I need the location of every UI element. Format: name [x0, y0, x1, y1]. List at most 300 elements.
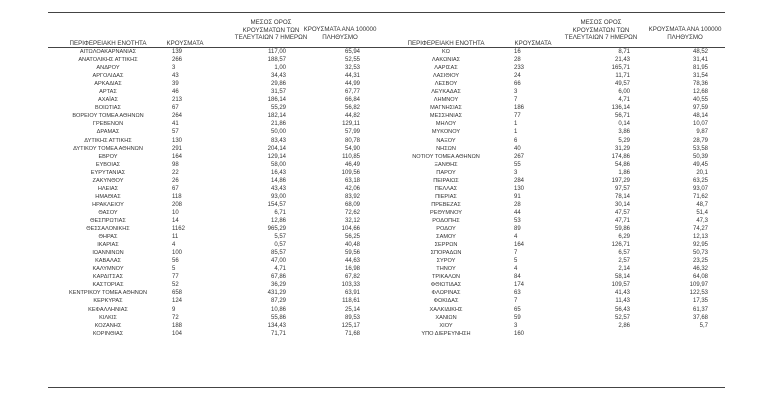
region-name-cell: ΘΗΡΑΣ — [98, 234, 118, 241]
per-100k-cell: 40,48 — [344, 242, 360, 249]
average-cell: 50,00 — [270, 129, 286, 136]
average-cell: 204,14 — [267, 145, 286, 152]
per-100k-cell: 63,25 — [692, 177, 708, 184]
cases-cell: 7 — [514, 298, 518, 305]
region-name-cell: ΛΑΡΙΣΑΣ — [434, 65, 458, 72]
average-cell: 1,86 — [618, 169, 630, 176]
per-100k-cell: 37,68 — [692, 314, 708, 321]
cases-cell: 28 — [514, 57, 521, 64]
cases-cell: 91 — [514, 193, 521, 200]
per-100k-cell: 109,56 — [341, 169, 360, 176]
per-100k-cell: 71,68 — [344, 330, 360, 337]
per-100k-cell: 65,94 — [344, 49, 360, 55]
average-cell: 11,43 — [615, 298, 630, 305]
cases-cell: 233 — [514, 65, 525, 72]
average-cell: 14,86 — [270, 177, 286, 184]
region-name-cell: ΤΗΝΟΥ — [436, 266, 456, 273]
per-100k-cell: 49,45 — [692, 161, 708, 168]
region-name-cell: ΝΟΤΙΟΥ ΤΟΜΕΑ ΑΘΗΝΩΝ — [412, 153, 480, 160]
region-name-cell: ΓΡΕΒΕΝΩΝ — [92, 121, 124, 128]
average-cell: 49,57 — [614, 81, 630, 88]
cases-cell: 130 — [172, 137, 183, 144]
average-cell: 30,14 — [614, 201, 630, 208]
average-cell: 4,71 — [274, 266, 286, 273]
cases-cell: 3 — [514, 169, 518, 176]
average-cell: 0,57 — [274, 242, 286, 249]
region-name-cell: ΕΥΡΥΤΑΝΙΑΣ — [90, 169, 126, 176]
region-name-cell: ΚΑΛΥΜΝΟΥ — [92, 266, 124, 273]
per-100k-cell: 48,52 — [692, 49, 708, 55]
per-100k-cell: 71,62 — [692, 193, 708, 200]
average-cell: 188,57 — [267, 57, 286, 64]
region-name-cell: ΘΑΣΟΥ — [98, 209, 118, 216]
cases-cell: 66 — [514, 81, 521, 88]
cases-cell: 164 — [514, 242, 525, 249]
cases-cell: 284 — [514, 177, 525, 184]
right-average-column — [570, 48, 630, 338]
region-name-cell: ΛΗΜΝΟΥ — [433, 97, 459, 104]
region-name-cell: ΝΗΣΩΝ — [436, 145, 456, 152]
cases-cell: 53 — [514, 217, 521, 224]
left-average-column — [226, 48, 286, 338]
per-100k-cell: 5,7 — [699, 322, 708, 329]
region-name-cell: ΑΡΓΟΛΙΔΑΣ — [92, 73, 124, 80]
average-cell: 83,43 — [270, 137, 286, 144]
left-header-per-100k: ΚΡΟΥΣΜΑΤΑ ΑΝΑ 100000 ΠΛΗΘΥΣΜΟ — [303, 26, 377, 41]
region-name-cell: ΛΑΣΙΘΙΟΥ — [432, 73, 460, 80]
cases-cell: 55 — [514, 161, 521, 168]
region-name-cell: ΣΕΡΡΩΝ — [434, 242, 458, 249]
average-cell: 47,71 — [614, 217, 630, 224]
per-100k-cell: 17,35 — [692, 298, 708, 305]
region-name-cell: ΦΘΙΩΤΙΔΑΣ — [430, 282, 462, 289]
average-cell: 134,43 — [267, 322, 286, 329]
right-header-per-100k: ΚΡΟΥΣΜΑΤΑ ΑΝΑ 100000 ΠΛΗΘΥΣΜΟ — [648, 26, 722, 41]
per-100k-cell: 12,68 — [692, 89, 708, 96]
right-header-region: ΠΕΡΙΦΕΡΕΙΑΚΗ ΕΝΟΤΗΤΑ — [407, 40, 485, 47]
average-cell: 117,00 — [268, 49, 286, 55]
cases-cell: 44 — [514, 209, 521, 216]
average-cell: 5,29 — [618, 137, 630, 144]
cases-cell: 1 — [514, 121, 518, 128]
cases-cell: 7 — [514, 97, 518, 104]
cases-cell: 186 — [514, 105, 525, 112]
cases-cell: 130 — [514, 185, 525, 192]
region-name-cell: ΚΟΡΙΝΘΙΑΣ — [92, 330, 124, 337]
right-per-100k-column — [650, 48, 708, 338]
per-100k-cell — [650, 330, 708, 338]
average-cell: 56,71 — [614, 113, 630, 120]
per-100k-cell: 56,25 — [344, 234, 360, 241]
right-header-average: ΜΕΣΟΣ ΟΡΟΣ ΚΡΟΥΣΜΑΤΩΝ ΤΩΝ ΤΕΛΕΥΤΑΙΩΝ 7 ΗΜΕΡΩΝ — [564, 19, 638, 41]
cases-cell: 72 — [172, 314, 179, 321]
average-cell: 174,86 — [611, 153, 630, 160]
cases-cell: 264 — [172, 113, 183, 120]
average-cell: 2,14 — [618, 266, 630, 273]
per-100k-cell: 78,36 — [692, 81, 708, 88]
per-100k-cell: 25,14 — [344, 306, 360, 313]
cases-cell: 266 — [172, 57, 183, 64]
per-100k-cell: 32,53 — [344, 65, 360, 72]
cases-cell: 39 — [172, 81, 179, 88]
average-cell: 36,29 — [270, 282, 286, 289]
average-cell: 41,43 — [614, 290, 630, 297]
per-100k-cell: 125,17 — [341, 322, 360, 329]
region-name-cell: ΣΠΟΡΑΔΩΝ — [430, 250, 462, 257]
average-cell: 2,57 — [618, 258, 630, 265]
cases-cell: 118 — [172, 193, 182, 200]
per-100k-cell: 52,55 — [344, 57, 360, 64]
region-name-cell: ΜΗΛΟΥ — [435, 121, 457, 128]
region-name-cell: ΠΕΙΡΑΙΩΣ — [433, 177, 459, 184]
cases-cell: 6 — [514, 137, 518, 144]
average-cell: 2,86 — [618, 322, 630, 329]
per-100k-cell: 23,25 — [692, 258, 708, 265]
left-region-column — [48, 48, 168, 338]
per-100k-cell: 44,82 — [344, 113, 360, 120]
average-cell: 6,57 — [618, 250, 630, 257]
cases-cell: 26 — [172, 177, 179, 184]
cases-cell: 98 — [172, 161, 179, 168]
cases-cell: 1 — [514, 129, 518, 136]
region-name-cell: ΤΡΙΚΑΛΩΝ — [431, 274, 461, 281]
cases-cell: 40 — [514, 145, 521, 152]
per-100k-cell: 46,49 — [344, 161, 360, 168]
per-100k-cell: 47,3 — [696, 217, 708, 224]
average-cell: 47,00 — [270, 258, 286, 265]
cases-cell: 63 — [514, 290, 521, 297]
average-cell: 97,57 — [614, 185, 630, 192]
cases-cell: 4 — [514, 266, 518, 273]
region-name-cell: ΡΕΘΥΜΝΟΥ — [430, 209, 462, 216]
per-100k-cell: 40,55 — [692, 97, 708, 104]
per-100k-cell: 9,87 — [696, 129, 708, 136]
region-name-cell: ΔΥΤΙΚΟΥ ΤΟΜΕΑ ΑΘΗΝΩΝ — [73, 145, 143, 152]
cases-cell: 174 — [514, 282, 525, 289]
per-100k-cell: 12,13 — [692, 234, 708, 241]
average-cell: 182,14 — [267, 113, 286, 120]
region-name-cell: ΚΑΒΑΛΑΣ — [95, 258, 121, 265]
region-name-cell: ΕΒΡΟΥ — [98, 153, 118, 160]
cases-cell: 14 — [172, 217, 179, 224]
average-cell: 11,71 — [615, 73, 630, 80]
region-name-cell: ΘΕΣΣΑΛΟΝΙΚΗΣ — [86, 226, 130, 233]
average-cell: 6,00 — [618, 89, 630, 96]
cases-cell: 16 — [514, 49, 521, 55]
cases-cell: 22 — [172, 169, 179, 176]
per-100k-cell: 10,07 — [692, 121, 708, 128]
region-name-cell: ΚΑΡΔΙΤΣΑΣ — [92, 274, 124, 281]
average-cell: 52,57 — [614, 314, 630, 321]
top-rule — [48, 12, 725, 13]
average-cell: 87,29 — [270, 298, 286, 305]
region-name-cell: ΡΟΔΟΥ — [436, 226, 456, 233]
region-name-cell: ΑΧΑΪΑΣ — [98, 97, 118, 104]
region-name-cell: ΣΑΜΟΥ — [436, 234, 456, 241]
per-100k-cell: 63,91 — [344, 290, 360, 297]
left-per-100k-column — [300, 48, 360, 338]
cases-cell: 67 — [172, 105, 179, 112]
per-100k-cell: 118,61 — [342, 298, 360, 305]
region-name-cell: ΚΑΣΤΟΡΙΑΣ — [92, 282, 124, 289]
cases-cell: 208 — [172, 201, 183, 208]
average-cell: 129,14 — [267, 153, 286, 160]
cases-cell: 5 — [514, 258, 518, 265]
cases-cell: 213 — [172, 97, 183, 104]
region-name-cell: ΚΟΖΑΝΗΣ — [94, 322, 122, 329]
region-name-cell: ΛΕΥΚΑΔΑΣ — [431, 89, 461, 96]
average-cell: 965,29 — [267, 226, 286, 233]
cases-cell: 28 — [514, 201, 521, 208]
cases-cell: 84 — [514, 274, 521, 281]
region-name-cell: ΣΥΡΟΥ — [436, 258, 456, 265]
per-100k-cell: 51,4 — [696, 209, 708, 216]
cases-cell: 43 — [172, 73, 179, 80]
region-name-cell: ΞΑΝΘΗΣ — [434, 161, 458, 168]
region-name-cell: ΛΑΚΩΝΙΑΣ — [431, 57, 461, 64]
cases-cell: 57 — [172, 129, 179, 136]
per-100k-cell: 66,84 — [344, 97, 360, 104]
region-name-cell: ΔΥΤΙΚΗΣ ΑΤΤΙΚΗΣ — [84, 137, 132, 144]
per-100k-cell: 59,56 — [344, 250, 360, 257]
per-100k-cell: 97,59 — [692, 105, 708, 112]
per-100k-cell: 80,78 — [344, 137, 360, 144]
cases-cell: 89 — [514, 226, 521, 233]
cases-cell: 77 — [172, 274, 179, 281]
per-100k-cell: 104,66 — [341, 226, 360, 233]
per-100k-cell: 83,92 — [344, 193, 360, 200]
average-cell — [570, 330, 630, 338]
average-cell: 93,00 — [270, 193, 286, 200]
region-name-cell: ΧΑΝΙΩΝ — [435, 314, 457, 321]
average-cell: 47,57 — [614, 209, 630, 216]
average-cell: 5,57 — [274, 234, 286, 241]
region-name-cell: ΦΩΚΙΔΑΣ — [433, 298, 459, 305]
region-name-cell: ΕΥΒΟΙΑΣ — [95, 161, 121, 168]
region-name-cell: ΘΕΣΠΡΩΤΙΑΣ — [90, 217, 126, 224]
average-cell: 31,57 — [270, 89, 286, 96]
region-name-cell: ΑΝΔΡΟΥ — [96, 65, 120, 72]
per-100k-cell: 32,12 — [344, 217, 360, 224]
per-100k-cell: 81,95 — [692, 65, 708, 72]
region-name-cell: ΖΑΚΥΝΘΟΥ — [92, 177, 124, 184]
cases-cell: 3 — [514, 322, 518, 329]
average-cell: 154,57 — [267, 201, 286, 208]
per-100k-cell: 48,7 — [696, 201, 708, 208]
region-name-cell: ΠΡΕΒΕΖΑΣ — [431, 201, 461, 208]
average-cell: 16,43 — [270, 169, 286, 176]
average-cell: 56,43 — [614, 306, 630, 313]
per-100k-cell: 103,33 — [341, 282, 360, 289]
region-name-cell: ΠΕΛΛΑΣ — [434, 185, 458, 192]
right-region-column — [386, 48, 506, 338]
per-100k-cell: 61,37 — [692, 306, 708, 313]
region-name-cell: ΜΕΣΣΗΝΙΑΣ — [429, 113, 463, 120]
per-100k-cell: 54,90 — [344, 145, 360, 152]
average-cell: 109,57 — [611, 282, 630, 289]
per-100k-cell: 50,73 — [692, 250, 708, 257]
region-name-cell: ΚΙΛΚΙΣ — [99, 314, 117, 321]
per-100k-cell: 68,09 — [344, 201, 360, 208]
per-100k-cell: 109,97 — [689, 282, 708, 289]
per-100k-cell: 63,18 — [344, 177, 360, 184]
average-cell: 78,14 — [614, 193, 630, 200]
per-100k-cell: 67,82 — [344, 274, 360, 281]
per-100k-cell: 122,53 — [689, 290, 708, 297]
per-100k-cell: 20,1 — [696, 169, 708, 176]
region-name-cell: ΒΟΙΩΤΙΑΣ — [95, 105, 121, 112]
cases-cell: 65 — [514, 306, 521, 313]
cases-cell: 658 — [172, 290, 183, 297]
region-name-cell: ΗΛΕΙΑΣ — [97, 185, 119, 192]
average-cell: 136,14 — [611, 105, 630, 112]
cases-cell: 10 — [172, 209, 179, 216]
cases-cell: 3 — [172, 65, 176, 72]
cases-cell: 1162 — [172, 226, 185, 233]
cases-cell: 267 — [514, 153, 525, 160]
average-cell: 165,71 — [611, 65, 630, 72]
cases-cell: 188 — [172, 322, 183, 329]
average-cell: 186,14 — [267, 97, 286, 104]
cases-cell: 4 — [172, 242, 176, 249]
per-100k-cell: 31,54 — [692, 73, 708, 80]
per-100k-cell: 57,99 — [344, 129, 360, 136]
cases-cell: 124 — [172, 298, 183, 305]
per-100k-cell: 67,77 — [344, 89, 360, 96]
per-100k-cell: 50,39 — [692, 153, 708, 160]
cases-cell: 4 — [514, 234, 518, 241]
average-cell: 6,71 — [274, 209, 286, 216]
region-name-cell: ΛΕΣΒΟΥ — [434, 81, 458, 88]
per-100k-cell: 44,99 — [344, 81, 360, 88]
cases-cell: 139 — [172, 49, 183, 55]
region-name-cell: ΑΙΤΩΛΟΑΚΑΡΝΑΝΙΑΣ — [79, 49, 137, 55]
average-cell: 126,71 — [611, 242, 630, 249]
region-name-cell: ΔΡΑΜΑΣ — [96, 129, 120, 136]
average-cell: 55,29 — [270, 105, 286, 112]
average-cell: 67,86 — [270, 274, 286, 281]
region-name-cell: ΥΠΟ ΔΙΕΡΕΥΝΗΣΗ — [421, 330, 471, 337]
region-name-cell: ΚΕΦΑΛΛΗΝΙΑΣ — [88, 306, 128, 313]
average-cell: 21,43 — [614, 57, 630, 64]
left-header-region: ΠΕΡΙΦΕΡΕΙΑΚΗ ΕΝΟΤΗΤΑ — [69, 40, 147, 47]
region-name-cell: ΙΚΑΡΙΑΣ — [97, 242, 119, 249]
region-name-cell: ΦΛΩΡΙΝΑΣ — [431, 290, 461, 297]
per-100k-cell: 56,82 — [344, 105, 360, 112]
cases-cell: 164 — [172, 153, 183, 160]
per-100k-cell: 92,95 — [692, 242, 708, 249]
average-cell: 71,71 — [270, 330, 286, 337]
region-name-cell: ΠΙΕΡΙΑΣ — [435, 193, 457, 200]
average-cell: 197,29 — [611, 177, 630, 184]
per-100k-cell: 31,41 — [692, 57, 708, 64]
average-cell: 85,57 — [270, 250, 286, 257]
per-100k-cell: 28,79 — [692, 137, 708, 144]
cases-cell: 11 — [172, 234, 179, 241]
cases-cell: 3 — [514, 89, 518, 96]
per-100k-cell: 44,31 — [344, 73, 360, 80]
average-cell: 34,43 — [270, 73, 286, 80]
right-cases-column — [508, 48, 554, 338]
region-name-cell: ΡΟΔΟΠΗΣ — [432, 217, 460, 224]
region-name-cell: ΒΟΡΕΙΟΥ ΤΟΜΕΑ ΑΘΗΝΩΝ — [72, 113, 144, 120]
average-cell: 431,29 — [267, 290, 286, 297]
region-name-cell: ΚΕΝΤΡΙΚΟΥ ΤΟΜΕΑ ΑΘΗΝΩΝ — [68, 290, 147, 297]
region-name-cell: ΚΕΡΚΥΡΑΣ — [93, 298, 123, 305]
cases-cell: 24 — [514, 73, 521, 80]
cases-cell: 291 — [172, 145, 183, 152]
average-cell: 8,71 — [618, 49, 630, 55]
cases-cell: 59 — [514, 314, 521, 321]
cases-cell: 9 — [172, 306, 176, 313]
average-cell: 58,14 — [614, 274, 630, 281]
right-header-cases: ΚΡΟΥΣΜΑΤΑ — [514, 40, 552, 47]
average-cell: 6,29 — [618, 234, 630, 241]
average-cell: 31,29 — [614, 145, 630, 152]
cases-cell: 77 — [514, 113, 521, 120]
per-100k-cell: 93,07 — [692, 185, 708, 192]
region-name-cell: ΑΡΚΑΔΙΑΣ — [94, 81, 122, 88]
cases-cell: 41 — [172, 121, 179, 128]
average-cell: 58,00 — [270, 161, 286, 168]
average-cell: 55,86 — [270, 314, 286, 321]
left-cases-column — [162, 48, 214, 338]
bottom-rule — [48, 387, 725, 388]
per-100k-cell: 72,62 — [344, 209, 360, 216]
cases-cell: 46 — [172, 89, 179, 96]
average-cell: 10,86 — [270, 306, 286, 313]
per-100k-cell: 48,14 — [692, 113, 708, 120]
per-100k-cell: 74,27 — [692, 226, 708, 233]
average-cell: 43,43 — [270, 185, 286, 192]
cases-cell: 7 — [514, 250, 518, 257]
region-name-cell: ΝΑΞΟΥ — [436, 137, 456, 144]
cases-cell: 104 — [172, 330, 183, 337]
per-100k-cell: 129,11 — [342, 121, 360, 128]
cases-cell: 5 — [172, 266, 176, 273]
region-name-cell: ΜΑΓΝΗΣΙΑΣ — [430, 105, 462, 112]
average-cell: 21,86 — [270, 121, 286, 128]
cases-cell: 56 — [172, 258, 179, 265]
region-name-cell: ΧΑΛΚΙΔΙΚΗΣ — [429, 306, 463, 313]
region-name-cell: ΜΥΚΟΝΟΥ — [431, 129, 461, 136]
region-name-cell: ΗΜΑΘΙΑΣ — [95, 193, 121, 200]
region-name-cell: ΑΝΑΤΟΛΙΚΗΣ ΑΤΤΙΚΗΣ — [78, 57, 138, 64]
region-name-cell: ΚΩ — [442, 49, 450, 55]
region-name-cell: ΗΡΑΚΛΕΙΟΥ — [92, 201, 124, 208]
region-name-cell: ΠΑΡΟΥ — [436, 169, 456, 176]
cases-cell: 160 — [514, 330, 525, 337]
average-cell: 3,86 — [618, 129, 630, 136]
per-100k-cell: 46,32 — [692, 266, 708, 273]
region-name-cell: ΑΡΤΑΣ — [99, 89, 117, 96]
region-name-cell: ΧΙΟΥ — [439, 322, 453, 329]
average-cell: 54,86 — [614, 161, 630, 168]
average-cell: 29,86 — [270, 81, 286, 88]
cases-cell: 52 — [172, 282, 179, 289]
per-100k-cell: 53,58 — [692, 145, 708, 152]
per-100k-cell: 64,08 — [692, 274, 708, 281]
cases-cell: 100 — [172, 250, 183, 257]
average-cell: 1,00 — [274, 65, 286, 72]
average-cell: 12,86 — [270, 217, 286, 224]
per-100k-cell: 89,53 — [344, 314, 360, 321]
average-cell: 59,86 — [614, 226, 630, 233]
per-100k-cell: 110,85 — [342, 153, 360, 160]
per-100k-cell: 42,06 — [344, 185, 360, 192]
region-name-cell: ΙΩΑΝΝΙΝΩΝ — [92, 250, 124, 257]
cases-cell: 67 — [172, 185, 179, 192]
